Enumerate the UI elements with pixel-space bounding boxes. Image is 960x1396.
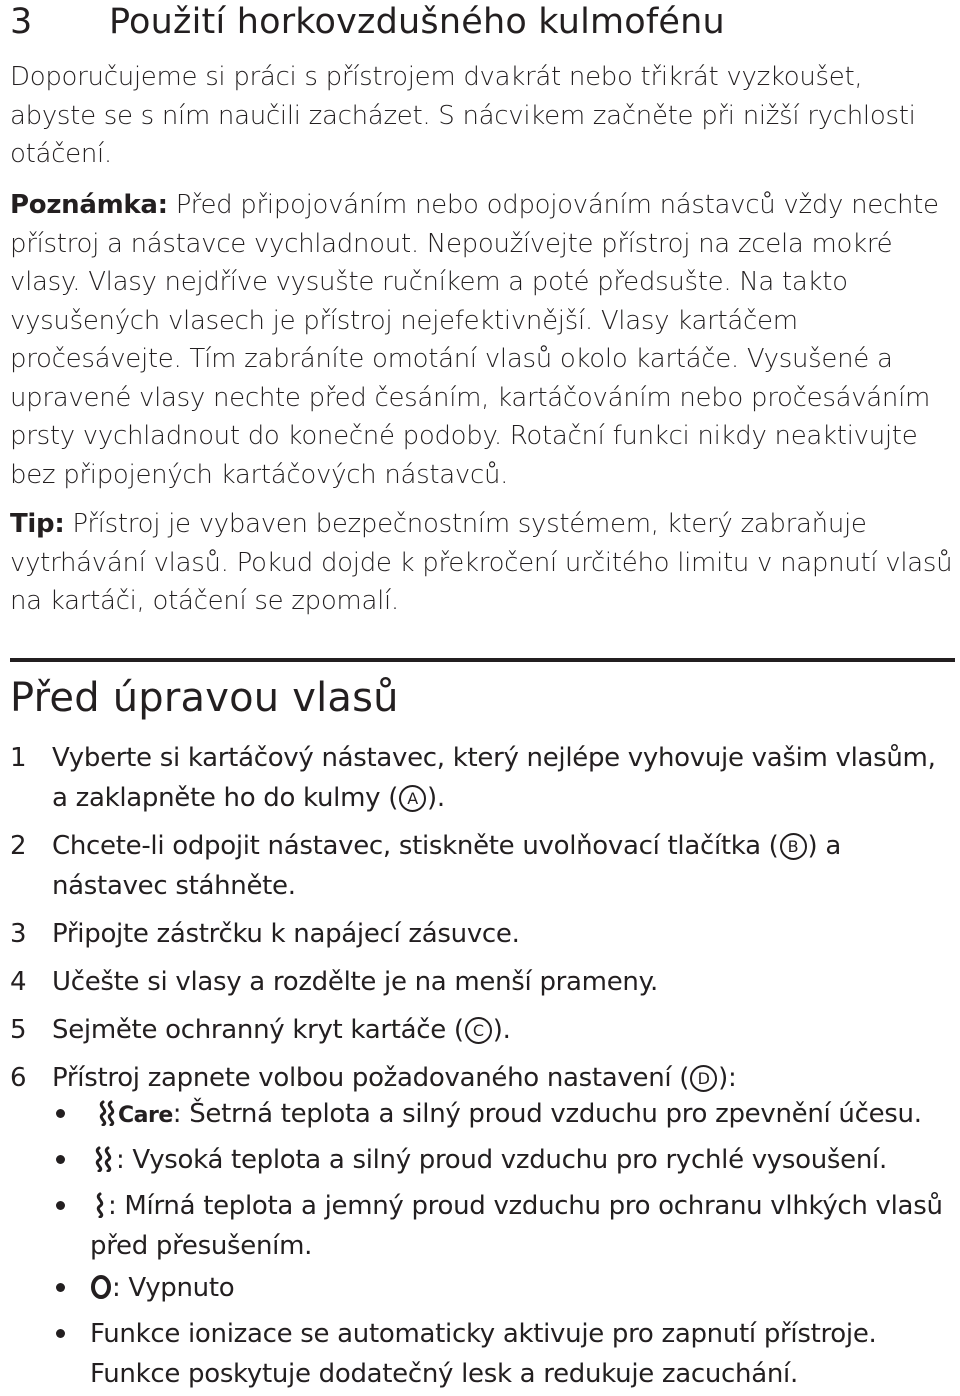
- callout-reference: B: [780, 833, 807, 860]
- step-number: 3: [10, 919, 27, 949]
- bullet-text: [90, 1268, 955, 1308]
- step-text: [52, 1010, 955, 1050]
- note-label: Poznámka:: [10, 190, 168, 220]
- bullet-item: [10, 1140, 955, 1180]
- intro-paragraph: Doporučujeme si práci s přístrojem dvakrát nebo třikrát vyzkoušet, abyste se s ním naučili zacházet. S nácvikem začněte při nižší rychlosti otáčení.: [10, 62, 916, 169]
- section-heading: [10, 2, 725, 42]
- callout-reference: D: [690, 1065, 717, 1092]
- step-text-part: Sejměte ochranný kryt kartáče (: [52, 1015, 464, 1045]
- bullet-text-part: : Mírná teplota a jemný proud vzduchu pro ochranu vlhkých vlasů před přesušením.: [90, 1191, 943, 1261]
- bullet-text-part: : Vysoká teplota a silný proud vzduchu pro rychlé vysoušení.: [116, 1145, 887, 1175]
- bullet-text-part: : Vypnuto: [112, 1273, 235, 1303]
- bullet-text-part: : Šetrná teplota a silný proud vzduchu pro zpevnění účesu.: [172, 1099, 922, 1129]
- care-label: Care: [118, 1103, 173, 1128]
- step-text-part: Chcete-li odpojit nástavec, stiskněte uvolňovací tlačítka (: [52, 831, 779, 861]
- step-number: 2: [10, 831, 27, 861]
- step-text: [52, 826, 955, 906]
- step-number: 4: [10, 967, 27, 997]
- section-divider: [10, 658, 955, 662]
- step-item: [10, 738, 955, 818]
- callout-reference: A: [399, 785, 426, 812]
- step-item: [10, 1010, 955, 1050]
- bullet-item: [10, 1094, 955, 1136]
- bullet-item: [10, 1186, 955, 1266]
- step-number: 6: [10, 1063, 27, 1093]
- step-text-part: ).: [492, 1015, 511, 1045]
- bullet-dot: [56, 1283, 65, 1292]
- callout-reference: C: [465, 1017, 492, 1044]
- bullet-text: [90, 1186, 955, 1266]
- bullet-text: Funkce ionizace se automaticky aktivuje pro zapnutí přístroje. Funkce poskytuje dodatečný lesk a redukuje zacuchání.: [90, 1319, 877, 1389]
- tip-paragraph: [10, 505, 955, 621]
- step-text: Učešte si vlasy a rozdělte je na menší prameny.: [52, 967, 658, 997]
- tip-label: Tip:: [10, 509, 65, 539]
- step-number: 5: [10, 1015, 27, 1045]
- bullet-text: [90, 1094, 955, 1136]
- section-title: Použití horkovzdušného kulmofénu: [109, 2, 725, 42]
- bullet-dot: [56, 1201, 65, 1210]
- step-text: [52, 1058, 955, 1098]
- subsection-title: Před úpravou vlasů: [10, 675, 399, 721]
- section-number: 3: [10, 2, 33, 42]
- bullet-item: [10, 1268, 955, 1308]
- low-airflow-icon: [90, 1192, 108, 1218]
- tip-text: Přístroj je vybaven bezpečnostním systémem, který zabraňuje vytrhávání vlasů. Pokud dojde k překročení určitého limitu v napnutí vlasů na kartáči, otáčení se zpomalí.: [10, 509, 953, 616]
- step-item: [10, 826, 955, 906]
- step-item: [10, 914, 955, 954]
- step-text-part: Přístroj zapnete volbou požadovaného nastavení (: [52, 1063, 690, 1093]
- step-item: [10, 1058, 955, 1098]
- step-text: [52, 738, 955, 818]
- note-paragraph: [10, 186, 955, 494]
- bullet-dot: [56, 1155, 65, 1164]
- bullet-dot: [56, 1109, 65, 1118]
- care-airflow-icon: [90, 1100, 116, 1126]
- step-item: [10, 962, 955, 1002]
- step-number: 1: [10, 743, 27, 773]
- off-icon: [90, 1274, 112, 1300]
- step-text-part: Vyberte si kartáčový nástavec, který nejlépe vyhovuje vašim vlasům, a zaklapněte ho do kulmy (: [52, 743, 936, 813]
- step-text-part: ):: [718, 1063, 737, 1093]
- bullet-text: [90, 1140, 955, 1180]
- bullet-dot: [56, 1329, 65, 1338]
- step-text-part: ).: [427, 783, 445, 813]
- bullet-item: [10, 1314, 955, 1394]
- note-text: Před připojováním nebo odpojováním nástavců vždy nechte přístroj a nástavce vychladnout. Nepoužívejte přístroj na zcela mokré vlasy. Vlasy nejdříve vysušte ručníkem a poté předsušte. Na takto vysušených vlasech je přístroj nejefektivnější. Vlasy kartáčem pročesávejte. Tím zabráníte omotání vlasů okolo kartáče. Vysušené a upravené vlasy nechte před česáním, kartáčováním nebo pročesáváním prsty vychladnout do konečné podoby. Rotační funkci nikdy neaktivujte bez připojených kartáčových nástavců.: [10, 190, 939, 490]
- step-text: Připojte zástrčku k napájecí zásuvce.: [52, 919, 520, 949]
- step-text-part: ) a nástavec stáhněte.: [52, 831, 841, 901]
- high-airflow-icon: [90, 1146, 116, 1172]
